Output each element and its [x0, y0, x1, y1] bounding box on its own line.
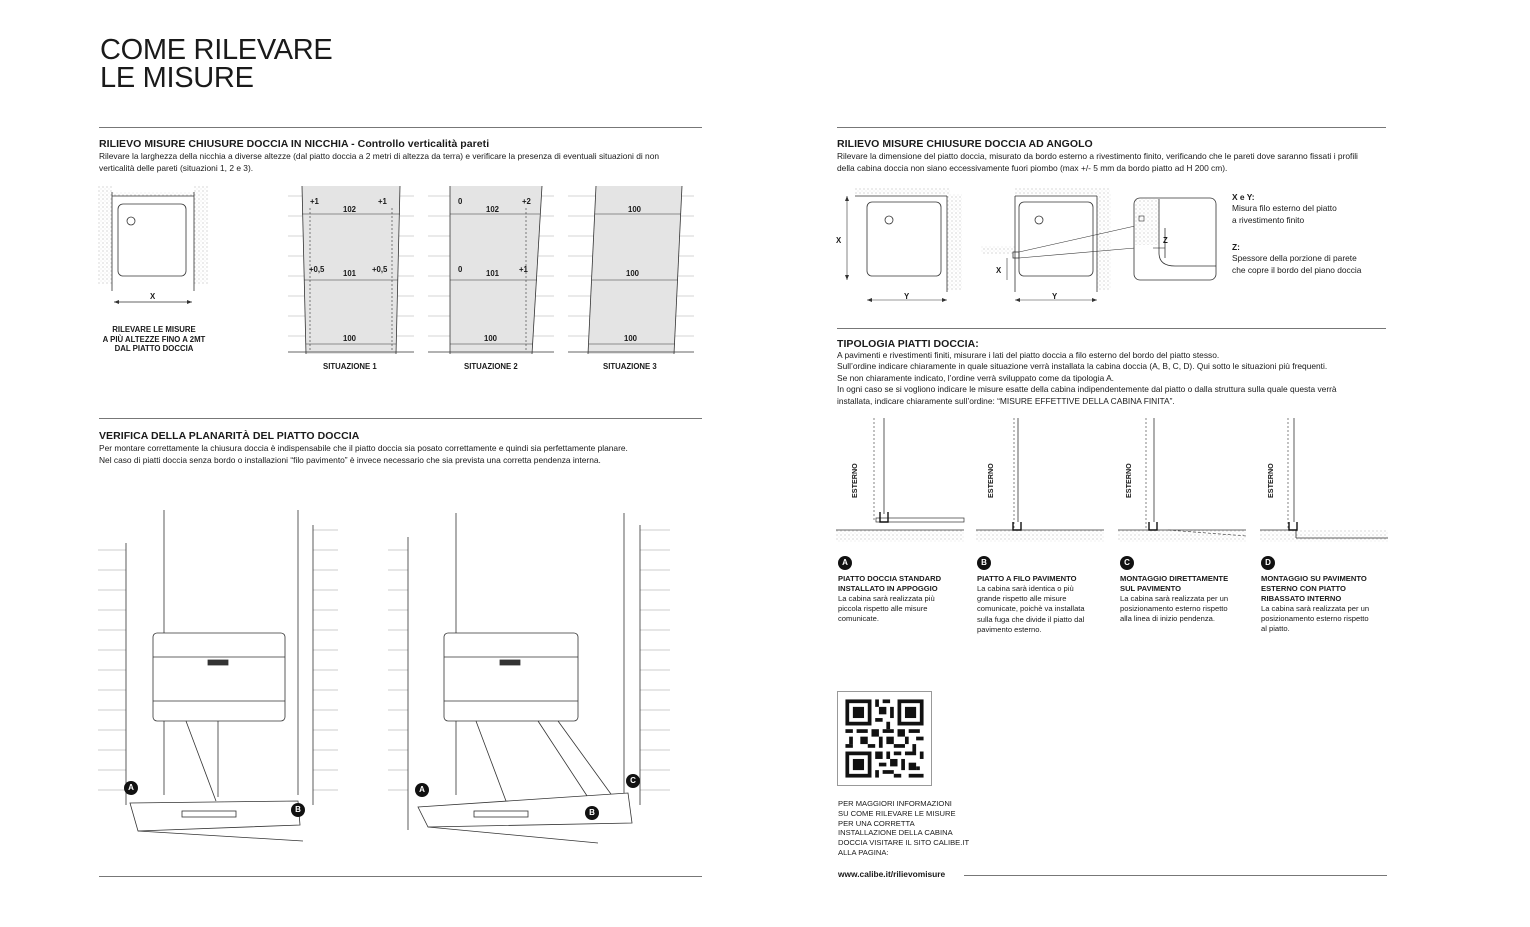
info-url-link[interactable]: www.calibe.it/rilievomisure: [838, 869, 946, 879]
marker-a-right: A: [415, 783, 429, 797]
type-a-text: La cabina sarà realizzata più piccola rispetto alle misure comunicate.: [838, 594, 935, 624]
flatness-heading: VERIFICA DELLA PLANARITÀ DEL PIATTO DOCCIA: [99, 430, 360, 442]
situation-3-bottom: 100: [624, 334, 638, 343]
type-d-text: La cabina sarà realizzata per un posizionamento esterno rispetto al piatto.: [1261, 604, 1370, 634]
tray-types-heading: TIPOLOGIA PIATTI DOCCIA:: [837, 338, 979, 350]
legend-z-title: Z:: [1232, 242, 1240, 252]
situation-1-bottom: 100: [343, 334, 357, 343]
type-b-title: PIATTO A FILO PAVIMENTO: [977, 574, 1077, 583]
legend-xy-text: Misura filo esterno del piatto a rivestimento finito: [1232, 203, 1337, 226]
situation-2-bottom: 100: [484, 334, 498, 343]
type-c-text: La cabina sarà realizzata per un posizionamento esterno rispetto alla linea di inizio pendenza.: [1120, 594, 1229, 624]
divider: [837, 127, 1386, 128]
corner-y-label-2: Y: [1052, 292, 1058, 301]
type-a-title: PIATTO DOCCIA STANDARD INSTALLATO IN APPOGGIO: [838, 574, 942, 594]
marker-a-left: A: [124, 781, 138, 795]
corner-text: Rilevare la dimensione del piatto doccia, misurato da bordo esterno a rivestimento finito, verificando che le pareti dove saranno fissati i profili della cabina doccia non siano eccessivamente fuori piombo (max +/- 5 mm da bordo piatto ad H 200 cm).: [837, 151, 1358, 173]
situation-2-mid: 101: [486, 269, 500, 278]
corner-heading: RILIEVO MISURE CHIUSURE DOCCIA AD ANGOLO: [837, 138, 1093, 150]
corner-y-label: Y: [904, 292, 910, 301]
niche-text: Rilevare la larghezza della nicchia a diverse altezze (dal piatto doccia a 2 metri di altezza da terra) e verificare la presenza di eventuali situazioni di non verticalità delle pareti (situazioni 1, 2 e 3).: [99, 151, 660, 173]
divider: [837, 328, 1386, 329]
type-c-title: MONTAGGIO DIRETTAMENTE SUL PAVIMENTO: [1120, 574, 1229, 594]
situation-2-top-left: 0: [458, 197, 463, 206]
situation-1-mid: 101: [343, 269, 357, 278]
type-b-badge: B: [977, 556, 991, 570]
situation-1-top: 102: [343, 205, 357, 214]
type-a-badge: A: [838, 556, 852, 570]
niche-plan-x-label: X: [150, 292, 156, 301]
page-title: COME RILEVARE LE MISURE: [100, 34, 333, 94]
corner-z-label: Z: [1163, 236, 1168, 245]
situation-2-mid-right: +1: [519, 265, 528, 274]
type-d-badge: D: [1261, 556, 1275, 570]
outside-label-a: ESTERNO: [850, 463, 859, 498]
type-c-badge: C: [1120, 556, 1134, 570]
situation-1-top-left: +1: [310, 197, 319, 206]
marker-b-left: B: [291, 803, 305, 817]
marker-c-right: C: [626, 774, 640, 788]
niche-heading: RILIEVO MISURE CHIUSURE DOCCIA IN NICCHIA - Controllo verticalità pareti: [99, 138, 490, 150]
divider: [99, 876, 702, 877]
outside-label-c: ESTERNO: [1124, 463, 1133, 498]
niche-plan-caption: RILEVARE LE MISURE A PIÙ ALTEZZE FINO A 2MT DAL PIATTO DOCCIA: [102, 325, 206, 353]
situation-1-caption: SITUAZIONE 1: [323, 362, 377, 371]
qr-code[interactable]: [837, 691, 932, 786]
situation-1-mid-right: +0,5: [372, 265, 388, 274]
situation-2-caption: SITUAZIONE 2: [464, 362, 518, 371]
flatness-illustration-right: [388, 505, 673, 850]
type-d-title: MONTAGGIO SU PAVIMENTO ESTERNO CON PIATTO RIBASSATO INTERNO: [1261, 574, 1367, 604]
legend-xy-title: X e Y:: [1232, 192, 1255, 202]
situation-3-caption: SITUAZIONE 3: [603, 362, 657, 371]
type-b-text: La cabina sarà identica o più grande rispetto alle misure comunicate, poichè va installata sulla fuga che divide il piatto dal pavimento esterno.: [977, 584, 1085, 634]
corner-legend-xy: [1232, 192, 1337, 226]
corner-legend-z: [1232, 242, 1361, 276]
legend-z-text: Spessore della porzione di parete che copre il bordo del piano doccia: [1232, 253, 1362, 276]
situation-3-mid: 100: [626, 269, 640, 278]
info-text: PER MAGGIORI INFORMAZIONI SU COME RILEVARE LE MISURE PER UNA CORRETTA INSTALLAZIONE DELLA CABINA DOCCIA VISITARE IL SITO CALIBE.IT ALLA PAGINA:: [838, 799, 970, 857]
qr-code-graphic: [838, 692, 931, 785]
situation-2-top-right: +2: [522, 197, 531, 206]
divider: [99, 127, 702, 128]
niche-plan-diagram: [98, 186, 210, 306]
divider: [99, 418, 702, 419]
tray-types-diagrams: [836, 418, 1388, 550]
flatness-illustration-left: [98, 505, 378, 850]
outside-label-d: ESTERNO: [1266, 463, 1275, 498]
situation-1-top-right: +1: [378, 197, 387, 206]
corner-x-label: X: [836, 236, 842, 245]
corner-x-label-2: X: [996, 266, 1002, 275]
marker-b-right: B: [585, 806, 599, 820]
corner-diagram: [835, 188, 1225, 306]
divider: [964, 875, 1387, 876]
situation-1-mid-left: +0,5: [309, 265, 325, 274]
outside-label-b: ESTERNO: [986, 463, 995, 498]
tray-types-text: A pavimenti e rivestimenti finiti, misurare i lati del piatto doccia a filo esterno del bordo del piatto stesso. Sull’ordine indicare chiaramente in quale situazione verrà installata la cabina doccia (A, B, C, D). Qui sotto le situazioni più frequenti. Se non chiaramente indicato, l’ordine verrà sviluppato come da tipologia A. In ogni caso se si vogliono indicare le misure esatte della cabina indipendentemente dal piatto o dalla struttura sulla quale questa verrà installata, indicare chiaramente sull’ordine: “MISURE EFFETTIVE DELLA CABINA FINITA”.: [837, 350, 1337, 406]
flatness-text: Per montare correttamente la chiusura doccia è indispensabile che il piatto doccia sia posato correttamente e quindi sia perfettamente planare. Nel caso di piatti doccia senza bordo o installazioni “filo pavimento” è invece necessario che sia prevista una corretta pendenza interna.: [99, 443, 628, 465]
situation-2-top: 102: [486, 205, 500, 214]
situation-2-mid-left: 0: [458, 265, 463, 274]
situation-3-top: 100: [628, 205, 642, 214]
